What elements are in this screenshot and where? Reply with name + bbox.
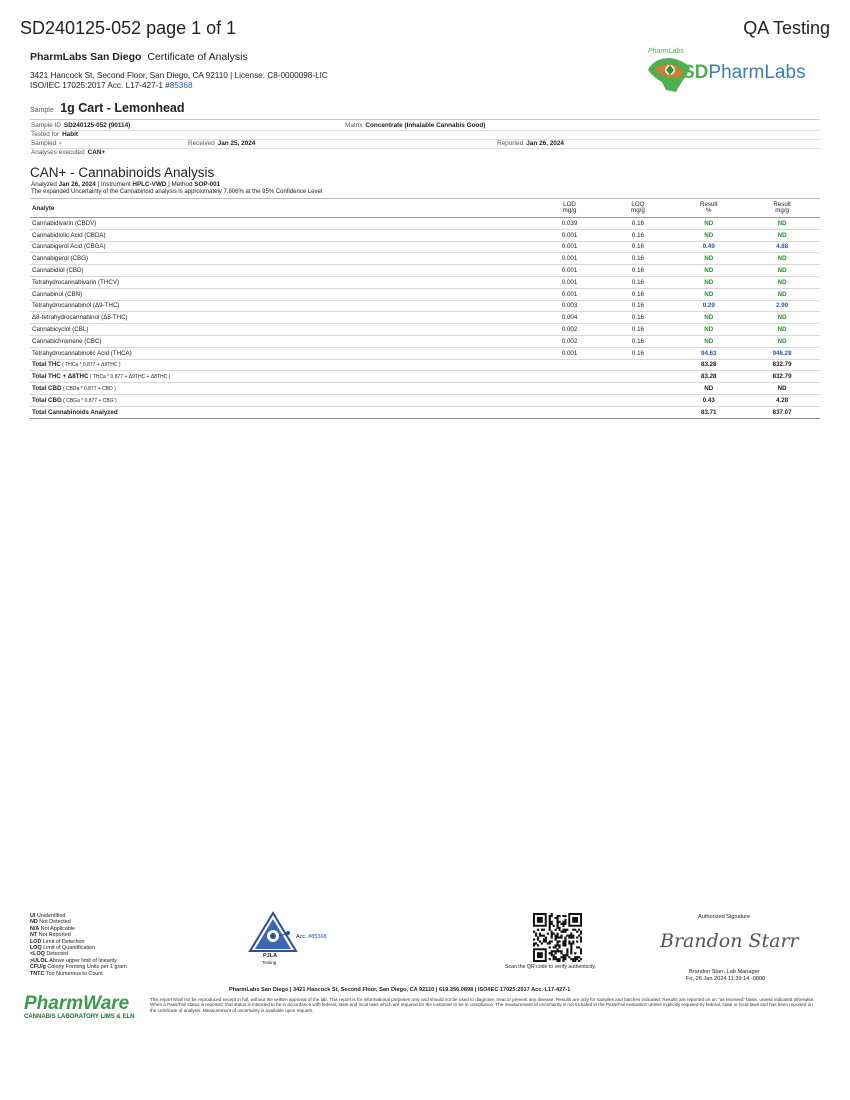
divider (30, 148, 820, 149)
lod-value: 0.002 (536, 335, 602, 347)
total-result-mg-per-g: 837.07 (744, 406, 820, 418)
analyte-name: Cannabidivarin (CBDV) (30, 218, 536, 230)
qr-caption: Scan the QR code to verify authenticity. (505, 964, 596, 970)
total-result-mg-per-g: 4.28 (744, 394, 820, 406)
total-result-percent: 83.71 (673, 406, 744, 418)
result-mg-per-g: ND (744, 276, 820, 288)
result-mg-per-g: ND (744, 312, 820, 324)
total-result-percent: 83.28 (673, 371, 744, 383)
sdpharmlabs-logo (640, 48, 820, 96)
lod-value: 0.002 (536, 324, 602, 336)
lab-name: PharmLabs San Diego (30, 51, 142, 63)
result-mg-per-g: ND (744, 218, 820, 230)
divider (30, 119, 820, 120)
result-mg-per-g: ND (744, 335, 820, 347)
lod-value: 0.001 (536, 265, 602, 277)
table-header-row (30, 199, 820, 218)
result-percent: ND (673, 276, 744, 288)
total-label (30, 394, 536, 406)
instrument-value: HPLC-VWD (132, 181, 167, 188)
matrix-field (345, 122, 485, 129)
received-label: Received (188, 140, 215, 147)
pharmware-logo-text: PharmWare (24, 993, 130, 1014)
result-percent: ND (673, 324, 744, 336)
analyses-field (31, 149, 105, 156)
result-percent: ND (673, 218, 744, 230)
lod-value (536, 394, 602, 406)
tested-for-value: Habit (62, 131, 79, 138)
analyte-name: Tetrahydrocannabinolic Acid (THCA) (30, 347, 536, 359)
analysis-meta: Analyzed Jan 26, 2024 | Instrument HPLC-VWD | Method SOP-001 (31, 181, 221, 188)
document-id-page: SD240125-052 page 1 of 1 (20, 18, 237, 38)
legend-text: Not Reported (38, 932, 71, 939)
total-row (30, 383, 820, 395)
footer-address: PharmLabs San Diego | 3421 Hancock St, Second Floor, San Diego, CA 92110 | 619.356.0898 | ISO/IEC 17025:2017 Acc. L17-427-1 (229, 987, 571, 993)
signatory-name: Brandon Starr, Lab Manager (689, 969, 760, 975)
qr-code-icon (533, 913, 582, 962)
legend-abbr: TNTC (30, 970, 46, 977)
table-row (30, 218, 820, 230)
total-result-mg-per-g: ND (744, 383, 820, 395)
analyte-name: Cannabicyclol (CBL) (30, 324, 536, 336)
total-result-mg-per-g: 832.79 (744, 359, 820, 371)
pjla-triangle-icon (248, 911, 298, 953)
result-percent: ND (673, 229, 744, 241)
lod-value: 0.004 (536, 312, 602, 324)
legend-abbr: ND (30, 919, 40, 926)
legend-abbr: CFU/g (30, 964, 48, 971)
header-loq (603, 199, 674, 218)
lod-value: 0.003 (536, 300, 602, 312)
legend-text: Limit of Detection (42, 938, 85, 945)
header-result-pct-unit: % (706, 207, 712, 214)
loq-value (603, 371, 674, 383)
received-field (188, 140, 255, 147)
pjla-testing-label: Testing (262, 960, 277, 965)
analyte-name: Cannabigerol Acid (CBGA) (30, 241, 536, 253)
pjla-badge (248, 911, 343, 966)
matrix-label: Matrix (345, 122, 363, 129)
iso-prefix: ISO/IEC 17025:2017 Acc. L17-427-1 # (30, 81, 170, 90)
analyte-name: Cannabinol (CBN) (30, 288, 536, 300)
total-label (30, 359, 536, 371)
header-result-pct-label: Result (699, 200, 718, 208)
abbreviation-legend (30, 913, 127, 977)
legend-text: Colony Forming Units per 1 gram (47, 964, 127, 971)
method-value: SOP-001 (194, 181, 221, 188)
analyte-name: Tetrahydrocannabivarin (THCV) (30, 276, 536, 288)
legend-abbr: >ULOL (30, 957, 50, 964)
sample-name: 1g Cart - Lemonhead (60, 101, 185, 115)
table-row (30, 241, 820, 253)
sample-id-label: Sample ID (31, 122, 61, 129)
table-row (30, 265, 820, 277)
legend-abbr: N/A (30, 925, 41, 932)
total-name: Total THC + Δ8THC (32, 373, 89, 381)
divider (30, 130, 820, 131)
total-row (30, 406, 820, 418)
header-lod-label: LOD (563, 200, 576, 208)
signature-image: Brandon Starr (660, 930, 799, 952)
header-loq-unit: mg/g (631, 207, 645, 214)
result-percent: 94.63 (673, 347, 744, 359)
lod-value (536, 371, 602, 383)
table-row (30, 324, 820, 336)
loq-value: 0.16 (603, 335, 674, 347)
loq-value: 0.16 (603, 276, 674, 288)
legend-text: Unidentified (36, 913, 66, 919)
loq-value: 0.16 (603, 229, 674, 241)
total-row (30, 371, 820, 383)
table-row (30, 347, 820, 359)
loq-value: 0.16 (603, 300, 674, 312)
sampled-field (31, 140, 61, 147)
header-lod (536, 199, 602, 218)
document-type: Certificate of Analysis (147, 51, 248, 63)
loq-value: 0.16 (603, 253, 674, 265)
result-mg-per-g: 4.88 (744, 241, 820, 253)
total-formula: ( THCa * 0.877 + Δ9THC + Δ8THC ) (88, 374, 171, 381)
result-mg-per-g: ND (744, 253, 820, 265)
total-name: Total Cannabinoids Analyzed (32, 408, 118, 416)
loq-value (603, 359, 674, 371)
lod-value: 0.001 (536, 229, 602, 241)
sample-label: Sample (30, 107, 54, 114)
total-result-mg-per-g: 832.79 (744, 371, 820, 383)
lod-value: 0.001 (536, 253, 602, 265)
lab-header (30, 51, 248, 63)
legend-abbr: LOQ (30, 945, 44, 952)
reported-field (497, 140, 564, 147)
reported-value: Jan 26, 2024 (526, 140, 564, 147)
method-label: Method (171, 181, 193, 188)
result-mg-per-g: ND (744, 324, 820, 336)
table-row (30, 253, 820, 265)
total-label (30, 383, 536, 395)
pharmware-tagline: CANNABIS LABORATORY LIMS & ELN (24, 1014, 135, 1020)
loq-value: 0.16 (603, 218, 674, 230)
pjla-label: PJLA (263, 953, 278, 959)
received-value: Jan 25, 2024 (217, 140, 256, 147)
total-result-percent: 83.28 (673, 359, 744, 371)
sample-id-field (31, 122, 130, 129)
total-row (30, 359, 820, 371)
total-row (30, 394, 820, 406)
result-percent: ND (673, 265, 744, 277)
result-percent: ND (673, 312, 744, 324)
logo-arc-text: PharmLabs (648, 48, 684, 55)
analyte-name: Tetrahydrocannabinol (Δ9-THC) (30, 300, 536, 312)
analyses-label: Analyses executed (31, 149, 85, 156)
lod-value (536, 383, 602, 395)
total-label (30, 371, 536, 383)
table-row (30, 288, 820, 300)
tested-for-label: Tested for (31, 131, 60, 138)
result-mg-per-g: ND (744, 265, 820, 277)
sampled-label: Sampled (31, 140, 57, 147)
pjla-acc-prefix: Acc. # (296, 934, 312, 940)
analyses-value: CAN+ (87, 149, 106, 156)
loq-value: 0.16 (603, 241, 674, 253)
header-loq-label: LOQ (631, 200, 645, 208)
result-mg-per-g: 2.90 (744, 300, 820, 312)
header-lod-unit: mg/g (562, 207, 577, 214)
legend-text: Detected (46, 951, 68, 958)
divider (30, 139, 820, 140)
reported-label: Reported (497, 140, 524, 147)
result-mg-per-g: ND (744, 229, 820, 241)
table-row (30, 300, 820, 312)
analyte-name: Cannabigerol (CBG) (30, 253, 536, 265)
total-formula: ( THCa * 0.877 + Δ9THC ) (60, 362, 121, 369)
legend-abbr: NT (30, 932, 39, 939)
sample-heading (30, 99, 185, 117)
legend-abbr: LOD (30, 938, 43, 945)
total-result-percent: 0.43 (673, 394, 744, 406)
table-row (30, 229, 820, 241)
result-percent: 0.49 (673, 241, 744, 253)
legend-text: Too Numerous to Count (45, 970, 103, 977)
total-result-percent: ND (673, 383, 744, 395)
loq-value: 0.16 (603, 324, 674, 336)
header-result-mg-unit: mg/g (775, 207, 789, 214)
lab-address: 3421 Hancock St, Second Floor, San Diego, CA 92110 | License: C8-0000098-LIC (30, 71, 328, 80)
result-percent: 0.29 (673, 300, 744, 312)
loq-value: 0.16 (603, 312, 674, 324)
legend-item (30, 971, 127, 977)
loq-value (603, 383, 674, 395)
analyzed-label: Analyzed (31, 181, 57, 188)
pjla-acc-number: 85368 (311, 934, 327, 940)
total-name: Total CBG (32, 396, 62, 404)
analyte-name: Cannabidiol (CBD) (30, 265, 536, 277)
lod-value: 0.001 (536, 241, 602, 253)
tested-for-field (31, 131, 78, 138)
total-name: Total CBD (32, 385, 62, 393)
result-mg-per-g: 946.28 (744, 347, 820, 359)
cannabinoids-table (30, 198, 820, 419)
analyte-name: Cannabidiolic Acid (CBDA) (30, 229, 536, 241)
footer-disclaimer: This report shall not be reproduced except in full, without the written approval of the lab. This report is for informational purposes only and should not be used to diagnose, treat or prevent any disease. Results are only for samples and batches indicated. Results are reported on an "as received" basis, unless indicated otherwise. When a Pass/Fail status is reported, that status is intended to be in accordance with federal, state and local laws which are required for the customer to be in compliance. The measurement of uncertainty is not included in the Pass/Fail evaluation unless explicitly required by federal, state or local laws and has been reported on the certificate of analysis. Measurement of uncertainty is available upon request. (150, 997, 815, 1013)
total-name: Total THC (32, 361, 61, 369)
matrix-value: Concentrate (Inhalable Cannabis Good) (365, 122, 486, 129)
loq-value (603, 406, 674, 418)
sample-id-value: SD240125-052 (90114) (63, 122, 131, 129)
result-percent: ND (673, 288, 744, 300)
legend-text: Not Detected (39, 919, 71, 926)
total-formula: ( CBDa * 0.877 + CBD ) (61, 386, 116, 393)
pharmware-logo (24, 993, 134, 1029)
iso-number-link[interactable]: 85368 (169, 81, 193, 90)
signature-title: Authorized Signature (698, 914, 751, 920)
qa-testing-label: QA Testing (743, 18, 830, 38)
analyte-name: Δ8-tetrahydrocannabinol (Δ8-THC) (30, 312, 536, 324)
header-result-mg-label: Result (773, 200, 791, 208)
lod-value: 0.001 (536, 347, 602, 359)
loq-value (603, 394, 674, 406)
legend-text: Limit of Quantification (43, 945, 96, 952)
legend-abbr: UI (30, 913, 37, 919)
qr-code[interactable] (533, 913, 582, 962)
header-result-mg (744, 199, 820, 218)
lod-value: 0.001 (536, 276, 602, 288)
lod-value (536, 406, 602, 418)
uncertainty-note: The expanded Uncertainty of the Cannabinoid analysis is approximately 7.806% at the 95% Confidence Level (31, 189, 323, 195)
result-percent: ND (673, 335, 744, 347)
result-percent: ND (673, 253, 744, 265)
total-formula: ( CBGa * 0.877 + CBG ) (61, 397, 117, 404)
legend-text: Above upper limit of linearity (49, 957, 117, 964)
loq-value: 0.16 (603, 265, 674, 277)
loq-value: 0.16 (603, 347, 674, 359)
logo-text-sd: SD (682, 62, 709, 83)
lod-value: 0.001 (536, 288, 602, 300)
logo-text-pharmlabs: PharmLabs (708, 62, 806, 83)
table-row (30, 276, 820, 288)
result-mg-per-g: ND (744, 288, 820, 300)
analysis-title: CAN+ - Cannabinoids Analysis (30, 165, 215, 180)
loq-value: 0.16 (603, 288, 674, 300)
total-label (30, 406, 536, 418)
sampled-value: - (59, 140, 62, 147)
header-result-pct (673, 199, 744, 218)
analyzed-date: Jan 26, 2024 (58, 181, 96, 188)
iso-accreditation (30, 81, 193, 90)
header-analyte: Analyte (30, 199, 536, 218)
pjla-accreditation (296, 934, 327, 940)
legend-text: Not Applicable (40, 925, 76, 932)
instrument-label: Instrument (100, 181, 131, 188)
legend-abbr: <LOQ (30, 951, 47, 958)
table-row (30, 335, 820, 347)
table-row (30, 312, 820, 324)
signature-date: Fri, 26 Jan 2024 11:39:14 -0800 (686, 976, 766, 982)
lod-value: 0.039 (536, 218, 602, 230)
analyte-name: Cannabichromene (CBC) (30, 335, 536, 347)
lod-value (536, 359, 602, 371)
